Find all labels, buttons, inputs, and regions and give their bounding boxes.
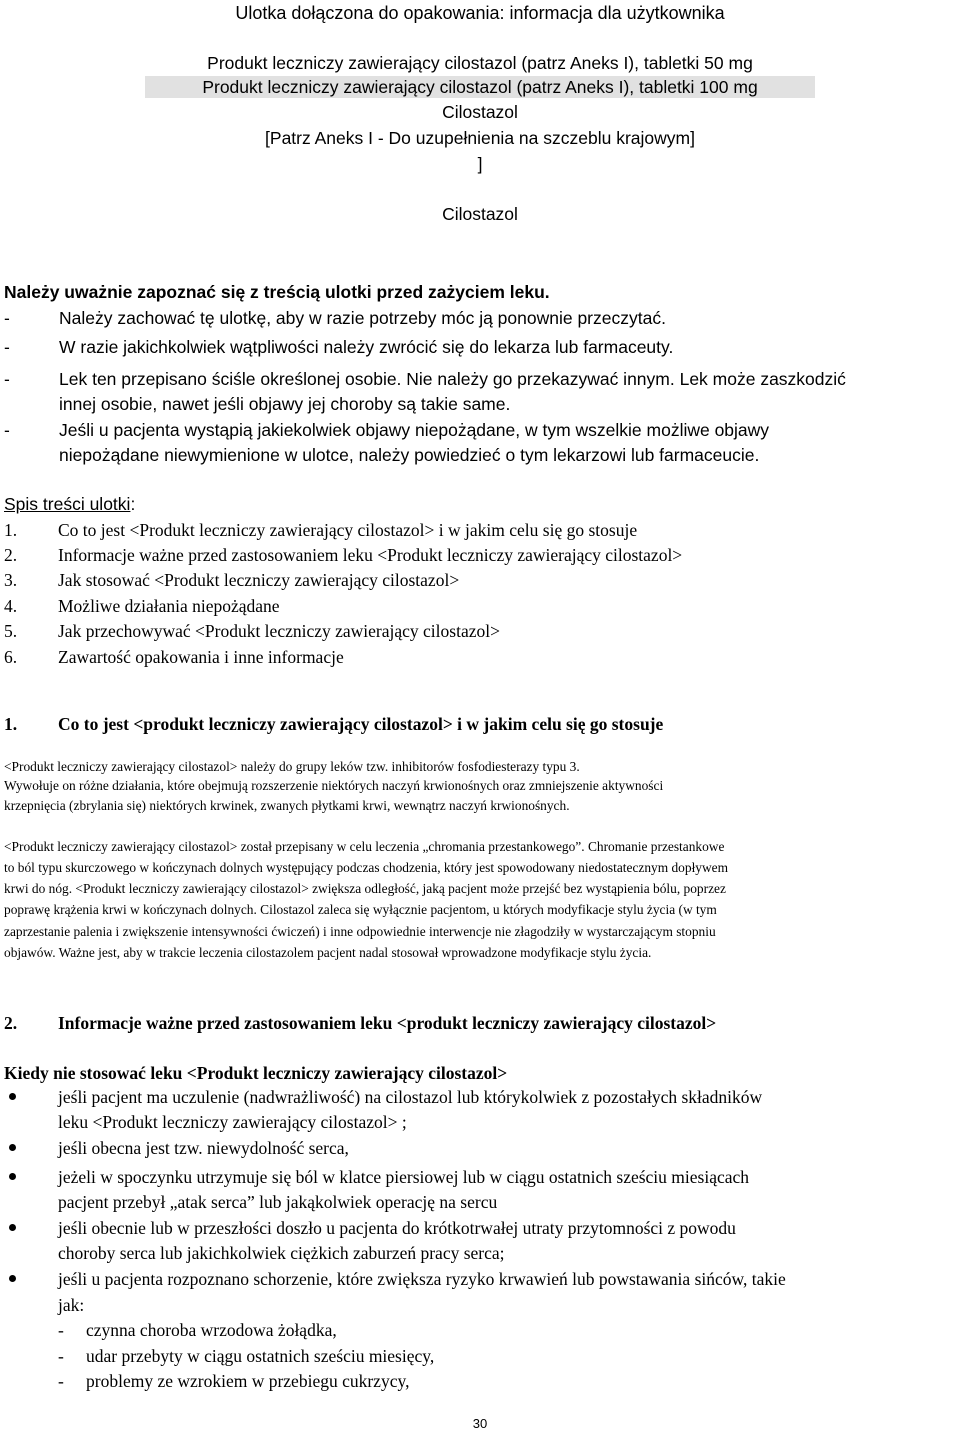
- intro-item-1: Należy zachować tę ulotkę, aby w razie potrzeby móc ją ponownie przeczytać.: [59, 308, 666, 328]
- dash-marker: -: [58, 1346, 64, 1366]
- intro-item-4: Jeśli u pacjenta wystąpią jakiekolwiek objawy niepożądane, w tym wszelkie możliwe objawy: [59, 420, 770, 440]
- sub-condition-1: czynna choroba wrzodowa żołądka,: [86, 1320, 337, 1340]
- section1-para2-line: zaprzestanie palenia i zwiększenie intensywności ćwiczeń) i inne odpowiednie interwencje nie złagodziły w wystarczającym stopniu: [4, 924, 716, 939]
- section2-number: 2.: [4, 1013, 18, 1033]
- dash-marker: -: [4, 308, 10, 328]
- annex-note: [Patrz Aneks I - Do uzupełnienia na szczeblu krajowym]: [265, 128, 695, 148]
- intro-item-4-cont: niepożądane niewymienione w ulotce, należy powiedzieć o tym lekarzowi lub farmaceucie.: [59, 445, 760, 465]
- contraindication-4-cont: choroby serca lub jakichkolwiek ciężkich zaburzeń pracy serca;: [58, 1243, 505, 1263]
- section1-para2-line: to ból typu skurczowego w kończynach dolnych występujący podczas chodzenia, który jest spowodowany niedostatecznym dopływem: [4, 860, 729, 875]
- section1-para1-line: krzepnięcia (zbrylania się) niektórych krwinek, zwanych płytkami krwi, wewnątrz naczyń krwionośnych.: [4, 798, 570, 813]
- section1-para2-line: krwi do nóg. <Produkt leczniczy zawierający cilostazol> zwiększa odległość, jaką pacjent może przejść bez wystąpienia bólu, poprzez: [4, 881, 726, 896]
- toc-item-num: 5.: [4, 621, 18, 641]
- dash-marker: -: [4, 420, 10, 440]
- section1-title: Co to jest <produkt leczniczy zawierający cilostazol> i w jakim celu się go stosuje: [58, 714, 664, 734]
- bullet-icon: [9, 1275, 16, 1282]
- toc-colon: :: [130, 494, 136, 514]
- toc-heading[interactable]: Spis treści ulotki: [4, 494, 131, 514]
- section1-number: 1.: [4, 714, 18, 734]
- toc-item-3[interactable]: Jak stosować <Produkt leczniczy zawierający cilostazol>: [58, 570, 460, 590]
- contraindication-3-cont: pacjent przebył „atak serca” lub jakąkolwiek operację na sercu: [58, 1192, 498, 1212]
- toc-item-num: 6.: [4, 647, 18, 667]
- dash-marker: -: [58, 1371, 64, 1391]
- substance-name: Cilostazol: [442, 102, 518, 122]
- leaflet-title: Ulotka dołączona do opakowania: informacja dla użytkownika: [235, 3, 725, 23]
- contraindication-4: jeśli obecnie lub w przeszłości doszło u pacjenta do krótkotrwałej utraty przytomności z powodu: [58, 1218, 736, 1238]
- contraindication-5: jeśli u pacjenta rozpoznano schorzenie, które zwiększa ryzyko krwawień lub powstawania sińców, takie: [58, 1269, 786, 1289]
- toc-heading-line: [4, 493, 135, 515]
- intro-item-3-cont: innej osobie, nawet jeśli objawy jej choroby są takie same.: [59, 394, 511, 414]
- page-number: 30: [472, 1416, 488, 1431]
- intro-heading: Należy uważnie zapoznać się z treścią ulotki przed zażyciem leku.: [4, 282, 550, 302]
- product-name-50mg: Produkt leczniczy zawierający cilostazol (patrz Aneks I), tabletki 50 mg: [207, 53, 753, 73]
- section1-para1-line: <Produkt leczniczy zawierający cilostazol> należy do grupy leków tzw. inhibitorów fosfodiesterazy typu 3.: [4, 759, 580, 774]
- section1-para2-line: poprawę krążenia krwi w kończynach dolnych. Cilostazol zaleca się wyłącznie pacjentom, u których modyfikacje stylu życia (w tym: [4, 902, 717, 917]
- intro-item-2: W razie jakichkolwiek wątpliwości należy zwrócić się do lekarza lub farmaceuty.: [59, 337, 674, 357]
- bullet-icon: [9, 1144, 16, 1151]
- contraindication-5-cont: jak:: [58, 1295, 85, 1315]
- toc-item-6[interactable]: Zawartość opakowania i inne informacje: [58, 647, 344, 667]
- bullet-icon: [9, 1093, 16, 1100]
- dash-marker: -: [4, 369, 10, 389]
- section1-para2-line: <Produkt leczniczy zawierający cilostazol> został przepisany w celu leczenia „chromania przestankowego”. Chromanie przestankowe: [4, 839, 725, 854]
- toc-item-1[interactable]: Co to jest <Produkt leczniczy zawierający cilostazol> i w jakim celu się go stosuje: [58, 520, 638, 540]
- intro-item-3: Lek ten przepisano ściśle określonej osobie. Nie należy go przekazywać innym. Lek może zaszkodzić: [59, 369, 846, 389]
- contraindication-1-cont: leku <Produkt leczniczy zawierający cilostazol> ;: [58, 1112, 407, 1132]
- section2-title: Informacje ważne przed zastosowaniem leku <produkt leczniczy zawierający cilostazol>: [58, 1013, 717, 1033]
- contraindication-3: jeżeli w spoczynku utrzymuje się ból w klatce piersiowej lub w ciągu ostatnich sześciu miesiącach: [58, 1167, 750, 1187]
- section2-subheading: Kiedy nie stosować leku <Produkt leczniczy zawierający cilostazol>: [4, 1063, 508, 1083]
- toc-item-num: 3.: [4, 570, 18, 590]
- dash-marker: -: [58, 1320, 64, 1340]
- toc-item-2[interactable]: Informacje ważne przed zastosowaniem leku <Produkt leczniczy zawierający cilostazol>: [58, 545, 683, 565]
- bullet-icon: [9, 1173, 16, 1180]
- contraindication-1: jeśli pacjent ma uczulenie (nadwrażliwość) na cilostazol lub którykolwiek z pozostałych składników: [58, 1087, 763, 1107]
- toc-item-5[interactable]: Jak przechowywać <Produkt leczniczy zawierający cilostazol>: [58, 621, 500, 641]
- toc-item-num: 2.: [4, 545, 18, 565]
- toc-item-4[interactable]: Możliwe działania niepożądane: [58, 596, 280, 616]
- closing-bracket: ]: [477, 154, 483, 174]
- substance-name-2: Cilostazol: [442, 204, 518, 224]
- product-name-100mg: Produkt leczniczy zawierający cilostazol (patrz Aneks I), tabletki 100 mg: [145, 76, 815, 98]
- bullet-icon: [9, 1224, 16, 1231]
- toc-item-num: 1.: [4, 520, 18, 540]
- section1-para1-line: Wywołuje on różne działania, które obejmują rozszerzenie niektórych naczyń krwionośnych oraz zmniejszenie aktywności: [4, 778, 664, 793]
- dash-marker: -: [4, 337, 10, 357]
- section1-para2-line: objawów. Ważne jest, aby w trakcie leczenia cilostazolem pacjent nadal stosował wprowadzone modyfikacje stylu życia.: [4, 945, 652, 960]
- sub-condition-3: problemy ze wzrokiem w przebiegu cukrzycy,: [86, 1371, 410, 1391]
- toc-item-num: 4.: [4, 596, 18, 616]
- sub-condition-2: udar przebyty w ciągu ostatnich sześciu miesięcy,: [86, 1346, 435, 1366]
- contraindication-2: jeśli obecna jest tzw. niewydolność serca,: [58, 1138, 349, 1158]
